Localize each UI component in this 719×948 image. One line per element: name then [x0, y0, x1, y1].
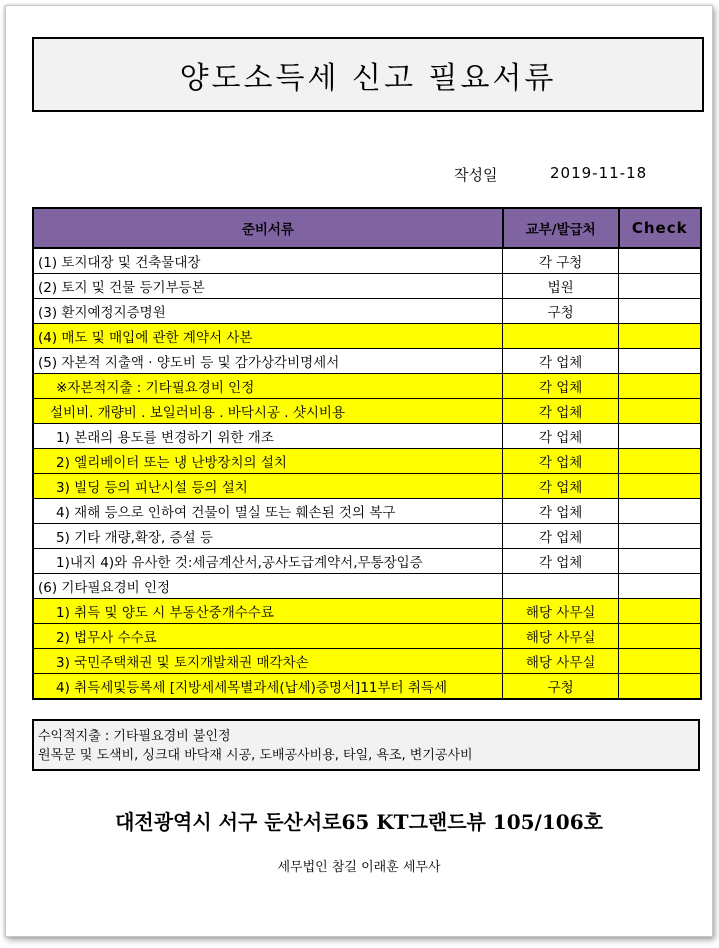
- doc-cell: 1) 본래의 용도를 변경하기 위한 개조: [33, 424, 503, 449]
- check-cell[interactable]: [619, 274, 702, 299]
- note-line-1: 수익적지출 : 기타필요경비 불인정: [38, 729, 231, 744]
- doc-cell: 4) 취득세및등록세 [지방세세목별과세(납세)증명서]11부터 취득세: [33, 674, 503, 700]
- issuer-cell: 각 업체: [503, 349, 619, 374]
- check-cell[interactable]: [619, 399, 702, 424]
- table-row: [33, 449, 701, 474]
- check-cell[interactable]: [619, 674, 702, 700]
- table-header-row: [33, 208, 701, 248]
- doc-cell: (1) 토지대장 및 건축물대장: [33, 248, 503, 274]
- check-cell[interactable]: [619, 374, 702, 399]
- check-cell[interactable]: [619, 449, 702, 474]
- issuer-cell: 각 업체: [503, 474, 619, 499]
- doc-cell: 설비비. 개량비 . 보일러비용 . 바닥시공 . 샷시비용: [33, 399, 503, 424]
- check-cell[interactable]: [619, 624, 702, 649]
- table-row: [33, 474, 701, 499]
- doc-cell: (4) 매도 및 매입에 관한 계약서 사본: [33, 324, 503, 349]
- check-cell[interactable]: [619, 424, 702, 449]
- note-box: [32, 719, 700, 771]
- issuer-cell: 각 구청: [503, 248, 619, 274]
- check-cell[interactable]: [619, 499, 702, 524]
- check-cell[interactable]: [619, 549, 702, 574]
- table-row: [33, 274, 701, 299]
- date-label: 작성일: [454, 166, 498, 184]
- check-cell[interactable]: [619, 524, 702, 549]
- table-row: [33, 599, 701, 624]
- check-cell[interactable]: [619, 649, 702, 674]
- check-cell[interactable]: [619, 248, 702, 274]
- issuer-cell: 구청: [503, 299, 619, 324]
- issuer-cell: 해당 사무실: [503, 624, 619, 649]
- check-cell[interactable]: [619, 324, 702, 349]
- table-row: [33, 349, 701, 374]
- doc-cell: (5) 자본적 지출액 · 양도비 등 및 감가상각비명세서: [33, 349, 503, 374]
- issuer-cell: 각 업체: [503, 449, 619, 474]
- issuer-cell: [503, 574, 619, 599]
- issuer-cell: 해당 사무실: [503, 649, 619, 674]
- doc-cell: 4) 재해 등으로 인하여 건물이 멸실 또는 훼손된 것의 복구: [33, 499, 503, 524]
- office-name: 세무법인 참길 이래훈 세무사: [277, 860, 441, 875]
- table-row: [33, 248, 701, 274]
- note-line-2: 원목문 및 도색비, 싱크대 바닥재 시공, 도배공사비용, 타일, 욕조, 변기공사비: [38, 748, 473, 763]
- issuer-cell: 각 업체: [503, 524, 619, 549]
- table-row: [33, 624, 701, 649]
- document-page: [5, 5, 713, 937]
- issuer-cell: 각 업체: [503, 499, 619, 524]
- check-cell[interactable]: [619, 349, 702, 374]
- table-row: [33, 324, 701, 349]
- issuer-cell: 각 업체: [503, 424, 619, 449]
- office-address: 대전광역시 서구 둔산서로65 KT그랜드뷰 105/106호: [115, 810, 603, 834]
- doc-cell: 3) 국민주택채권 및 토지개발채권 매각차손: [33, 649, 503, 674]
- table-row: [33, 374, 701, 399]
- doc-cell: 1) 취득 및 양도 시 부동산중개수수료: [33, 599, 503, 624]
- issuer-cell: 각 업체: [503, 399, 619, 424]
- doc-cell: (3) 환지예정지증명원: [33, 299, 503, 324]
- doc-cell: (6) 기타필요경비 인정: [33, 574, 503, 599]
- table-row: [33, 399, 701, 424]
- issuer-cell: 해당 사무실: [503, 599, 619, 624]
- check-cell[interactable]: [619, 574, 702, 599]
- table-row: [33, 499, 701, 524]
- issuer-cell: 구청: [503, 674, 619, 700]
- issuer-cell: [503, 324, 619, 349]
- doc-cell: ※자본적지출 : 기타필요경비 인정: [33, 374, 503, 399]
- table-row: [33, 424, 701, 449]
- table-row: [33, 299, 701, 324]
- table-row: [33, 674, 701, 700]
- check-cell[interactable]: [619, 474, 702, 499]
- page-title: 양도소득세 신고 필요서류: [32, 37, 704, 112]
- table-row: [33, 524, 701, 549]
- doc-cell: 2) 법무사 수수료: [33, 624, 503, 649]
- header-documents: 준비서류: [33, 208, 503, 248]
- documents-table: [32, 207, 702, 700]
- table-row: [33, 549, 701, 574]
- header-issuer: 교부/발급처: [503, 208, 619, 248]
- doc-cell: (2) 토지 및 건물 등기부등본: [33, 274, 503, 299]
- issuer-cell: 법원: [503, 274, 619, 299]
- doc-cell: 3) 빌딩 등의 피난시설 등의 설치: [33, 474, 503, 499]
- doc-cell: 2) 엘리베이터 또는 냉 난방장치의 설치: [33, 449, 503, 474]
- issuer-cell: 각 업체: [503, 549, 619, 574]
- issuer-cell: 각 업체: [503, 374, 619, 399]
- doc-cell: 1)내지 4)와 유사한 것:세금계산서,공사도급계약서,무통장입증: [33, 549, 503, 574]
- check-cell[interactable]: [619, 299, 702, 324]
- table-row: [33, 574, 701, 599]
- header-check: Check: [619, 208, 702, 248]
- check-cell[interactable]: [619, 599, 702, 624]
- table-row: [33, 649, 701, 674]
- doc-cell: 5) 기타 개량,확장, 증설 등: [33, 524, 503, 549]
- date-value: 2019-11-18: [550, 164, 648, 182]
- date-row: [6, 164, 712, 184]
